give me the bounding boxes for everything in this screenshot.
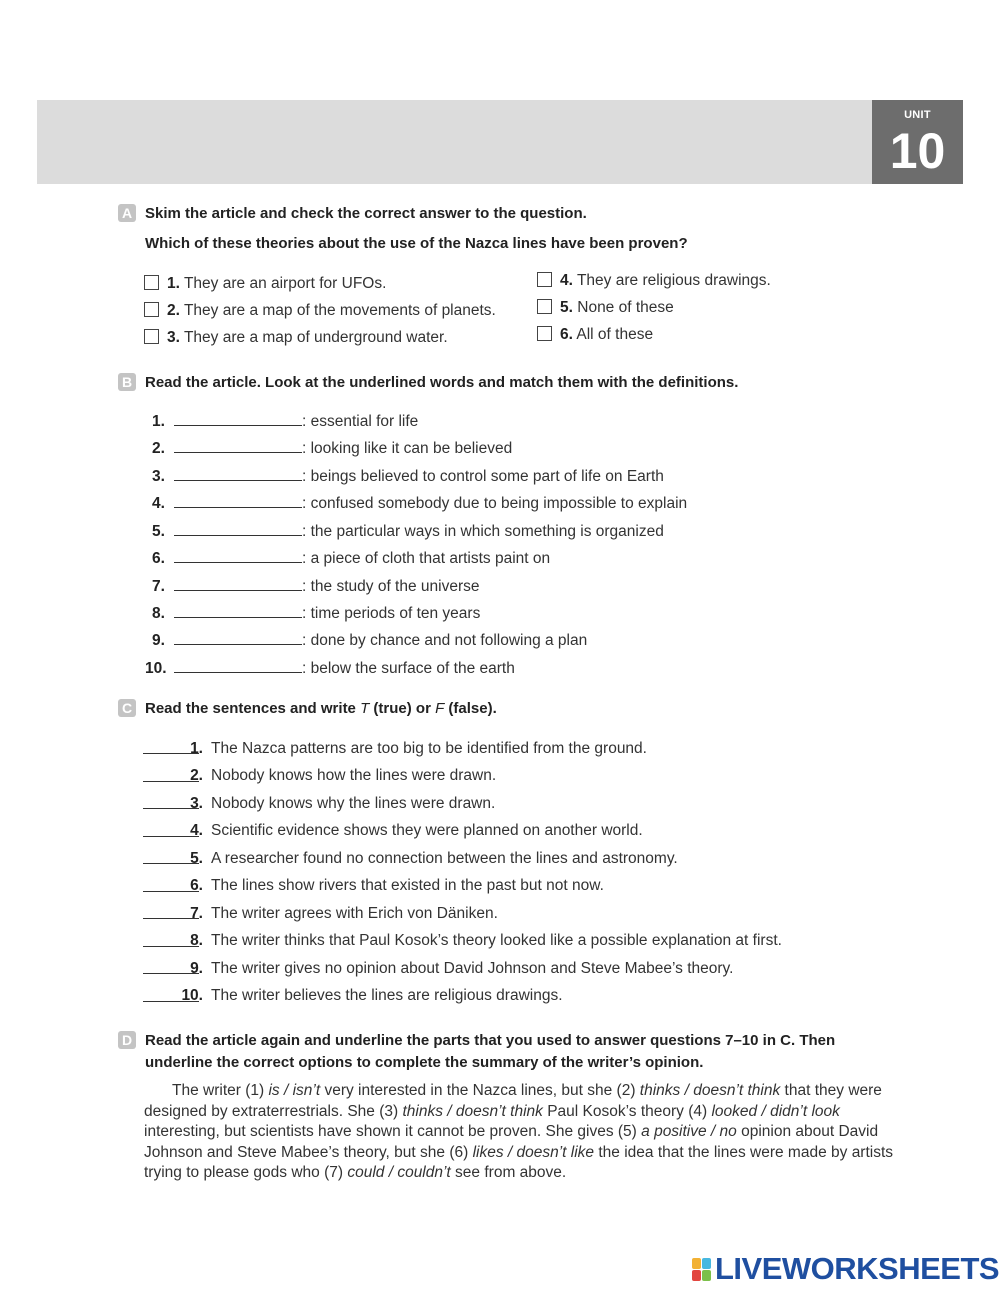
header-banner bbox=[37, 100, 963, 184]
definition-text: : essential for life bbox=[302, 413, 419, 430]
section-c-badge: C bbox=[118, 699, 136, 717]
item-num: 4. bbox=[190, 822, 203, 839]
tf-statement bbox=[179, 795, 495, 813]
section-d-instruction-line1 bbox=[145, 1032, 835, 1049]
instruction-part: Read the sentences and write bbox=[145, 700, 361, 717]
tf-statement bbox=[179, 932, 782, 950]
option-choice-7[interactable]: could / couldn’t bbox=[347, 1164, 451, 1181]
definition-text: : done by chance and not following a plan bbox=[302, 632, 588, 649]
definition-item bbox=[152, 495, 687, 513]
item-num: 2. bbox=[190, 767, 203, 784]
summary-text: the idea that the lines were made by artists trying to please gods who (7) bbox=[144, 1143, 894, 1181]
section-d-instruction-line2: underline the correct options to complete the summary of the writer’s opinion. bbox=[145, 1054, 704, 1071]
option-choice-1[interactable]: is / isn’t bbox=[268, 1082, 321, 1099]
section-d-badge: D bbox=[118, 1031, 136, 1049]
option-num: 6. bbox=[560, 326, 573, 343]
statement-text: Scientific evidence shows they were planned on another world. bbox=[211, 822, 643, 839]
item-num: 4. bbox=[152, 495, 165, 512]
definition-item bbox=[152, 550, 550, 568]
option-4 bbox=[537, 272, 771, 290]
summary-text: see from above. bbox=[450, 1164, 567, 1181]
definition-text: : looking like it can be believed bbox=[302, 440, 513, 457]
definition-text: : the study of the universe bbox=[302, 578, 480, 595]
option-choice-3[interactable]: thinks / doesn’t think bbox=[402, 1102, 543, 1120]
item-num: 3. bbox=[152, 468, 165, 485]
item-num: 7. bbox=[152, 578, 165, 595]
summary-text: very interested in the Nazca lines, but she (2) bbox=[320, 1082, 640, 1099]
item-num: 6. bbox=[152, 550, 165, 567]
word-blank[interactable] bbox=[174, 660, 302, 673]
word-blank[interactable] bbox=[174, 605, 302, 618]
definition-item bbox=[145, 660, 515, 678]
option-text: They are an airport for UFOs. bbox=[183, 275, 387, 292]
definition-text: : the particular ways in which something is organized bbox=[302, 523, 664, 540]
unit-number: 10 bbox=[889, 123, 946, 179]
option-1 bbox=[144, 275, 386, 293]
option-text: They are religious drawings. bbox=[576, 272, 771, 289]
tf-statement bbox=[179, 740, 647, 758]
item-num: 1. bbox=[190, 740, 203, 757]
instruction-t: T bbox=[360, 700, 370, 717]
statement-text: The lines show rivers that existed in the past but not now. bbox=[211, 877, 604, 894]
option-3 bbox=[144, 329, 448, 347]
word-blank[interactable] bbox=[174, 632, 302, 645]
statement-text: The writer agrees with Erich von Däniken. bbox=[211, 905, 498, 922]
tf-statement bbox=[179, 987, 563, 1005]
option-6 bbox=[537, 326, 653, 344]
option-num: 2. bbox=[167, 302, 180, 319]
option-choice-5[interactable]: a positive / no bbox=[641, 1123, 737, 1140]
option-4-checkbox[interactable] bbox=[537, 272, 552, 287]
item-num: 8. bbox=[152, 605, 165, 622]
section-a-question: Which of these theories about the use of the Nazca lines have been proven? bbox=[145, 235, 688, 252]
summary-paragraph bbox=[144, 1081, 896, 1184]
definition-item bbox=[152, 632, 587, 650]
item-num: 9. bbox=[190, 960, 203, 977]
tf-statement bbox=[179, 960, 733, 978]
definition-item bbox=[152, 523, 664, 541]
statement-text: The Nazca patterns are too big to be identified from the ground. bbox=[211, 740, 647, 757]
word-blank[interactable] bbox=[174, 468, 302, 481]
instruction-part: (true) or bbox=[369, 700, 436, 717]
item-num: 5. bbox=[190, 850, 203, 867]
section-a-instruction: Skim the article and check the correct answer to the question. bbox=[145, 205, 587, 222]
option-choice-6[interactable]: likes / doesn’t like bbox=[472, 1143, 595, 1161]
definition-text: : beings believed to control some part of life on Earth bbox=[302, 468, 664, 485]
instruction-f: F bbox=[435, 700, 445, 717]
summary-text: that they were designed by extraterrestrials. She (3) bbox=[144, 1082, 882, 1120]
option-choice-4[interactable]: looked / didn’t look bbox=[711, 1102, 840, 1120]
tf-statement bbox=[179, 822, 643, 840]
definition-item bbox=[152, 605, 480, 623]
definition-text: : confused somebody due to being impossible to explain bbox=[302, 495, 688, 512]
word-blank[interactable] bbox=[174, 440, 302, 453]
option-6-checkbox[interactable] bbox=[537, 326, 552, 341]
option-num: 1. bbox=[167, 275, 180, 292]
option-num: 5. bbox=[560, 299, 573, 316]
tf-statement bbox=[179, 905, 498, 923]
item-num: 10. bbox=[181, 987, 203, 1004]
instruction-part: Read the article again and underline the parts that you used to answer questions 7–10 in bbox=[145, 1032, 781, 1049]
item-num: 9. bbox=[152, 632, 165, 649]
option-text: They are a map of underground water. bbox=[183, 329, 448, 346]
item-num: 1. bbox=[152, 413, 165, 430]
section-b-instruction: Read the article. Look at the underlined words and match them with the definitions. bbox=[145, 374, 739, 391]
section-b-badge: B bbox=[118, 373, 136, 391]
unit-label: UNIT bbox=[904, 109, 931, 121]
item-num: 7. bbox=[190, 905, 203, 922]
statement-text: Nobody knows how the lines were drawn. bbox=[211, 767, 497, 784]
instruction-part: (false). bbox=[444, 700, 497, 717]
item-num: 10. bbox=[145, 660, 167, 677]
option-text: None of these bbox=[577, 299, 674, 316]
summary-text: The writer (1) bbox=[172, 1082, 269, 1099]
instruction-part: . Then bbox=[791, 1032, 836, 1049]
option-num: 3. bbox=[167, 329, 180, 346]
option-choice-2[interactable]: thinks / doesn’t think bbox=[639, 1082, 781, 1099]
liveworksheets-logo-icon bbox=[692, 1258, 712, 1282]
tf-statement bbox=[179, 767, 496, 785]
statement-text: The writer gives no opinion about David Johnson and Steve Mabee’s theory. bbox=[211, 960, 734, 977]
definition-item bbox=[152, 413, 418, 431]
option-2-checkbox[interactable] bbox=[144, 302, 159, 317]
option-text: All of these bbox=[576, 326, 654, 343]
definition-text: : below the surface of the earth bbox=[302, 660, 515, 677]
summary-text: opinion about David Johnson and Steve Mabee’s theory, but she (6) bbox=[144, 1123, 879, 1161]
word-blank[interactable] bbox=[174, 413, 302, 426]
logo-text: LIVEWORKSHEETS bbox=[715, 1251, 1000, 1286]
statement-text: The writer thinks that Paul Kosok’s theory looked like a possible explanation at first. bbox=[211, 932, 782, 949]
summary-text: interesting, but scientists have shown it cannot be proven. She gives (5) bbox=[144, 1123, 642, 1140]
option-num: 4. bbox=[560, 272, 573, 289]
unit-badge bbox=[872, 100, 963, 184]
definition-text: : a piece of cloth that artists paint on bbox=[302, 550, 551, 567]
option-text: They are a map of the movements of planets. bbox=[183, 302, 496, 319]
item-num: 2. bbox=[152, 440, 165, 457]
option-3-checkbox[interactable] bbox=[144, 329, 159, 344]
item-num: 8. bbox=[190, 932, 203, 949]
section-c-instruction bbox=[145, 700, 497, 717]
section-a-badge: A bbox=[118, 204, 136, 222]
word-blank[interactable] bbox=[174, 495, 302, 508]
option-5-checkbox[interactable] bbox=[537, 299, 552, 314]
item-num: 6. bbox=[190, 877, 203, 894]
tf-statement bbox=[179, 877, 604, 895]
option-1-checkbox[interactable] bbox=[144, 275, 159, 290]
word-blank[interactable] bbox=[174, 578, 302, 591]
item-num: 3. bbox=[190, 795, 203, 812]
instruction-c: C bbox=[780, 1032, 791, 1049]
summary-text: Paul Kosok’s theory (4) bbox=[542, 1102, 712, 1120]
option-5 bbox=[537, 299, 674, 317]
definition-text: : time periods of ten years bbox=[302, 605, 481, 622]
item-num: 5. bbox=[152, 523, 165, 540]
definition-item bbox=[152, 468, 664, 486]
statement-text: The writer believes the lines are religious drawings. bbox=[211, 987, 563, 1004]
option-2 bbox=[144, 302, 496, 320]
statement-text: A researcher found no connection between the lines and astronomy. bbox=[211, 850, 678, 867]
statement-text: Nobody knows why the lines were drawn. bbox=[211, 795, 496, 812]
word-blank[interactable] bbox=[174, 550, 302, 563]
tf-statement bbox=[179, 850, 678, 868]
definition-item bbox=[152, 578, 480, 596]
definition-item bbox=[152, 440, 512, 458]
word-blank[interactable] bbox=[174, 523, 302, 536]
